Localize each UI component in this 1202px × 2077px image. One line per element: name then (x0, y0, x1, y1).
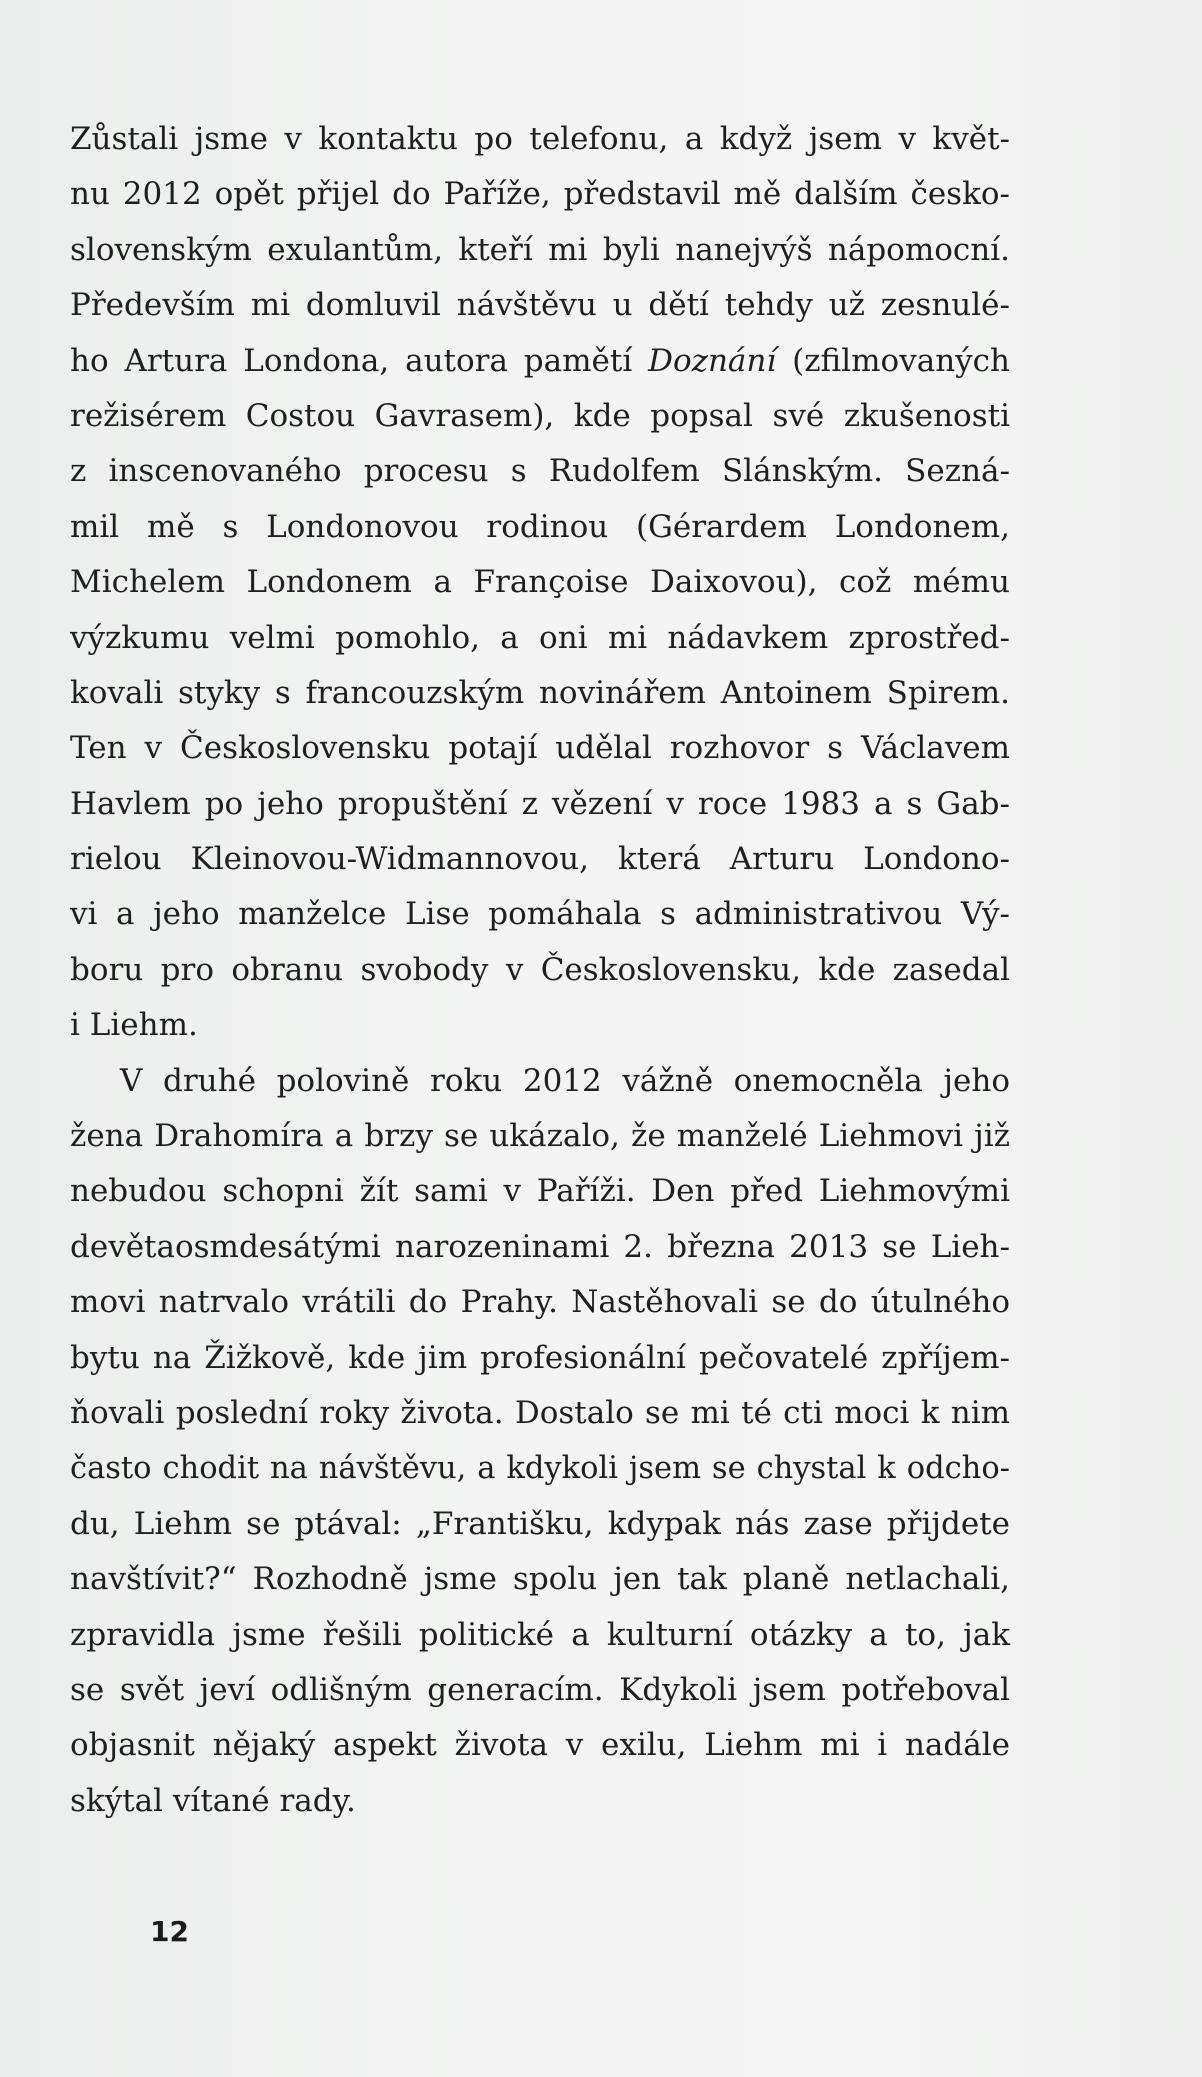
line-text: movi natrvalo vrátili do Prahy. Nastěhovali se do útulného (70, 1284, 1010, 1321)
text-line (70, 1774, 1010, 1829)
text-line (70, 389, 1010, 444)
line-text: V druhé polovině roku 2012 vážně onemocněla jeho (120, 1062, 1010, 1099)
line-text: (zfilmovaných (776, 342, 1010, 379)
text-line (70, 1552, 1010, 1607)
text-line (70, 777, 1010, 832)
book-title-italic: Doznání (648, 342, 777, 379)
line-text: bytu na Žižkově, kde jim profesionální pečovatelé zpříjem- (70, 1339, 1010, 1376)
line-text: zpravidla jsme řešili politické a kulturní otázky a to, jak (70, 1616, 1010, 1653)
line-text: Michelem Londonem a Françoise Daixovou), což mému (70, 564, 1010, 601)
text-line (70, 1441, 1010, 1496)
text-line (70, 1386, 1010, 1441)
text-line (70, 112, 1010, 167)
line-text: žena Drahomíra a brzy se ukázalo, že manželé Liehmovi již (70, 1118, 1010, 1155)
line-text: Ten v Československu potají udělal rozhovor s Václavem (70, 730, 1010, 767)
line-text: navštívit?“ Rozhodně jsme spolu jen tak planě netlachali, (70, 1561, 1010, 1598)
line-text: Zůstali jsme v kontaktu po telefonu, a když jsem v květ- (70, 121, 1010, 157)
line-text: z inscenovaného procesu s Rudolfem Slánským. Sezná- (70, 453, 1010, 490)
text-line (70, 444, 1010, 499)
text-line (70, 500, 1010, 555)
line-text: boru pro obranu svobody v Československu, kde zasedal (70, 951, 1010, 988)
line-text: často chodit na návštěvu, a kdykoli jsem se chystal k odcho- (70, 1451, 1010, 1487)
line-text: slovenským exulantům, kteří mi byli nanejvýš nápomocní. (70, 231, 1010, 268)
line-text: vi a jeho manželce Lise pomáhala s administrativou Vý- (70, 896, 1010, 933)
line-text: Havlem po jeho propuštění z vězení v roce 1983 a s Gab- (70, 785, 1010, 822)
text-line (70, 1331, 1010, 1386)
line-text: režisérem Costou Gavrasem), kde popsal své zkušenosti (70, 397, 1010, 434)
line-text: nebudou schopni žít sami v Paříži. Den před Liehmovými (70, 1173, 1010, 1210)
line-text: i Liehm. (70, 1007, 198, 1044)
line-text: se svět jeví odlišným generacím. Kdykoli jsem potřeboval (70, 1671, 1010, 1708)
text-line (70, 611, 1010, 666)
page-number: 12 (150, 1915, 189, 1948)
line-text: výzkumu velmi pomohlo, a oni mi nádavkem zprostřed- (70, 619, 1010, 656)
line-text: Především mi domluvil návštěvu u dětí tehdy už zesnulé- (70, 287, 1010, 324)
text-line (70, 1663, 1010, 1718)
text-line (70, 832, 1010, 887)
paragraph (70, 112, 1010, 1054)
line-text: devětaosmdesátými narozeninami 2. března 2013 se Lieh- (70, 1228, 1010, 1265)
text-line (70, 1109, 1010, 1164)
line-text: kovali styky s francouzským novinářem Antoinem Spirem. (70, 674, 1010, 711)
text-line (70, 887, 1010, 942)
text-line (70, 223, 1010, 278)
text-line (70, 167, 1010, 222)
text-line (70, 1220, 1010, 1275)
text-line (70, 1718, 1010, 1773)
text-line (70, 1275, 1010, 1330)
text-line (70, 1164, 1010, 1219)
line-text: skýtal vítané rady. (70, 1782, 356, 1819)
paragraph (70, 1054, 1010, 1829)
text-line (70, 1054, 1010, 1109)
text-line (70, 721, 1010, 776)
text-line (70, 555, 1010, 610)
text-line (70, 998, 1010, 1053)
line-text: ňovali poslední roky života. Dostalo se mi té cti moci k nim (70, 1394, 1010, 1431)
line-text: rielou Kleinovou-Widmannovou, která Arturu Londono- (70, 841, 1010, 878)
line-text: du, Liehm se ptával: „Františku, kdypak nás zase přijdete (70, 1505, 1010, 1542)
body-text (70, 112, 1010, 1829)
text-line (70, 334, 1010, 389)
text-line (70, 1497, 1010, 1552)
line-text: objasnit nějaký aspekt života v exilu, Liehm mi i nadále (70, 1727, 1010, 1764)
line-text: mil mě s Londonovou rodinou (Gérardem Londonem, (70, 508, 1010, 545)
text-line (70, 1608, 1010, 1663)
line-text: ho Artura Londona, autora pamětí (70, 342, 649, 379)
text-line (70, 943, 1010, 998)
text-line (70, 666, 1010, 721)
text-line (70, 278, 1010, 333)
line-text: nu 2012 opět přijel do Paříže, představil mě dalším česko- (70, 176, 1010, 213)
